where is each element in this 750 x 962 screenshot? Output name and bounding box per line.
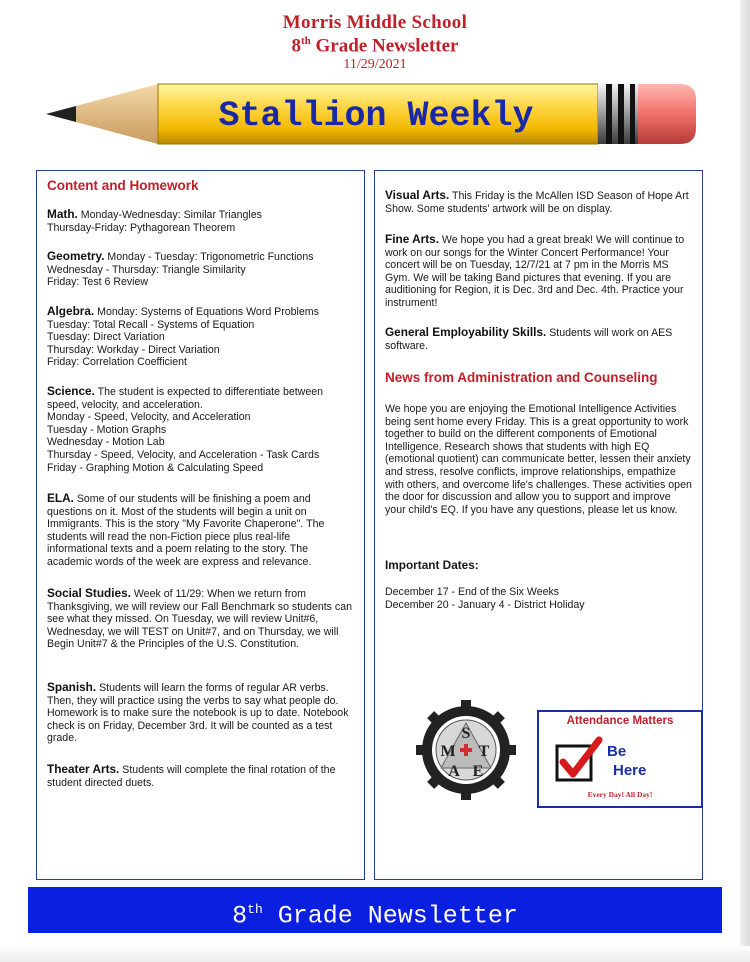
grade-rest: Grade Newsletter — [310, 35, 459, 57]
attendance-be: Be — [607, 743, 627, 760]
geometry-title: Geometry. — [47, 249, 105, 263]
banner-title: Stallion Weekly — [218, 96, 534, 136]
newsletter-subtitle — [0, 35, 750, 57]
visual-arts-text: This Friday is the McAllen ISD Season of Hope Art Show. Some students' artwork will be on display. — [385, 190, 689, 215]
footer-grade-superscript: th — [247, 902, 263, 917]
date-item-2: December 20 - January 4 - District Holiday — [385, 598, 585, 611]
fine-arts-text: We hope you had a great break! We will continue to work on our songs for the Winter Concert Performance! Your concert will be on Tuesday, 12/7/21 at 7 pm in the Morris MS Gym. We will be taking Band pictures that evening. If you are auditioning for Region, it is Dec. 3rd and Dec. 4th. Practice your instrument! — [385, 234, 685, 309]
content-homework-heading: Content and Homework — [47, 178, 199, 193]
footer-banner — [28, 887, 722, 933]
spanish-section — [47, 681, 353, 745]
employability-text: Students will work on AES software. — [385, 327, 673, 352]
geometry-section — [47, 250, 357, 289]
page-right-shadow — [740, 0, 750, 962]
pencil-banner — [40, 78, 700, 150]
footer-grade-rest: Grade Newsletter — [262, 901, 518, 931]
school-name: Morris Middle School — [282, 12, 468, 33]
fine-arts-section — [385, 233, 691, 310]
grade-number: 8 — [291, 35, 301, 57]
attendance-title: Attendance Matters — [566, 715, 674, 727]
algebra-text: Monday: Systems of Equations Word Problems Tuesday: Total Recall - Systems of Equation Tuesday: Direct Variation Thursday: Workday - Direct Variation Friday: Correlation Coefficient — [47, 306, 319, 369]
algebra-title: Algebra. — [47, 304, 95, 318]
geometry-line-1: Monday - Tuesday: Trigonometric Functions — [104, 251, 314, 263]
social-studies-title: Social Studies. — [47, 586, 131, 600]
steam-letter-e: E — [472, 763, 484, 780]
spanish-text: Students will learn the forms of regular AR verbs. Then, they will practice using the verbs to say what people do. Homework is to make sure the notebook is up to date. Notebook check is on Friday, December 3rd. It will be counted as a test grade. — [47, 682, 349, 745]
theater-arts-title: Theater Arts. — [47, 762, 120, 776]
geometry-line-3: Friday: Test 6 Review — [47, 276, 149, 289]
checkbox-check-icon — [553, 736, 605, 788]
math-line-2: Thursday-Friday: Pythagorean Theorem — [47, 221, 236, 234]
theater-arts-section — [47, 763, 353, 789]
left-column — [36, 170, 365, 880]
math-line-1: Monday-Wednesday: Similar Triangles — [77, 209, 262, 221]
science-title: Science. — [47, 384, 95, 398]
steam-letter-t: T — [478, 743, 490, 760]
footer-grade-number: 8 — [232, 901, 248, 931]
ela-text: Some of our students will be finishing a poem and questions on it. Most of the students will begin a unit on Immigrants. This is the story "My Favorite Chaperone". The students will read the non-Fiction piece plus real-life informational texts and a poem relating to the story. The academic words of the week are express and relevance. — [47, 493, 325, 568]
steam-letter-s: S — [461, 725, 471, 742]
steam-letter-m: M — [440, 743, 456, 760]
employability-section — [385, 326, 691, 352]
pencil-lead — [46, 106, 76, 122]
math-title: Math. — [47, 207, 78, 221]
steam-letter-a: A — [448, 763, 460, 780]
attendance-tagline: Every Day! All Day! — [587, 790, 653, 799]
theater-arts-text: Students will complete the final rotation of the student directed duets. — [47, 764, 336, 789]
algebra-section — [47, 305, 357, 369]
steam-logo — [410, 700, 522, 800]
science-text: The student is expected to differentiate between speed, velocity, and acceleration. Monday - Speed, Velocity, and Acceleration Tuesday - Motion Graphs Wednesday - Motion Lab Thursday - Speed, Velocity, and Acceleration - Task Cards Friday - Graphing Motion & Calculating Speed — [47, 386, 323, 474]
grade-superscript: th — [301, 35, 311, 47]
page-bottom-shadow — [0, 946, 750, 962]
date-item-1: December 17 - End of the Six Weeks — [385, 586, 560, 598]
fine-arts-title: Fine Arts. — [385, 232, 439, 246]
ela-title: ELA. — [47, 491, 74, 505]
pencil-eraser — [638, 84, 696, 144]
geometry-line-2: Wednesday - Thursday: Triangle Similarity — [47, 263, 246, 276]
social-studies-section — [47, 587, 353, 651]
visual-arts-title: Visual Arts. — [385, 188, 450, 202]
news-heading: News from Administration and Counseling — [385, 370, 658, 385]
important-dates-heading: Important Dates: — [385, 558, 479, 572]
attendance-here: Here — [613, 762, 647, 779]
important-dates-list — [385, 586, 693, 611]
employability-title: General Employability Skills. — [385, 325, 547, 339]
visual-arts-section — [385, 189, 691, 215]
newsletter-date: 11/29/2021 — [343, 57, 407, 72]
ela-section — [47, 492, 353, 569]
math-section — [47, 208, 357, 234]
spanish-title: Spanish. — [47, 680, 97, 694]
attendance-matters-box — [537, 710, 703, 808]
news-text: We hope you are enjoying the Emotional Intelligence Activities being sent home every Friday. This is a great opportunity to work together to build on the different components of Emotional Intelligence. Research shows that students with high EQ (emotional quotient) can communicate better, lessen their anxiety and stress, resolve conflicts, improve relationships, empathize with others, and overcome life's challenges. These activities open the door for discussion and allow you to support and improve your child's EQ. If you have any questions, please let us know. — [385, 403, 692, 516]
social-studies-text: Week of 11/29: When we return from Thanksgiving, we will review our Fall Benchmark so students can see what they missed. On Tuesday, we will review Unit#6, Wednesday, we will TEST on Unit#7, and on Thursday, we will Begin Unit#7 & the Principles of the U.S. Constitution. — [47, 588, 352, 651]
science-section — [47, 385, 347, 474]
